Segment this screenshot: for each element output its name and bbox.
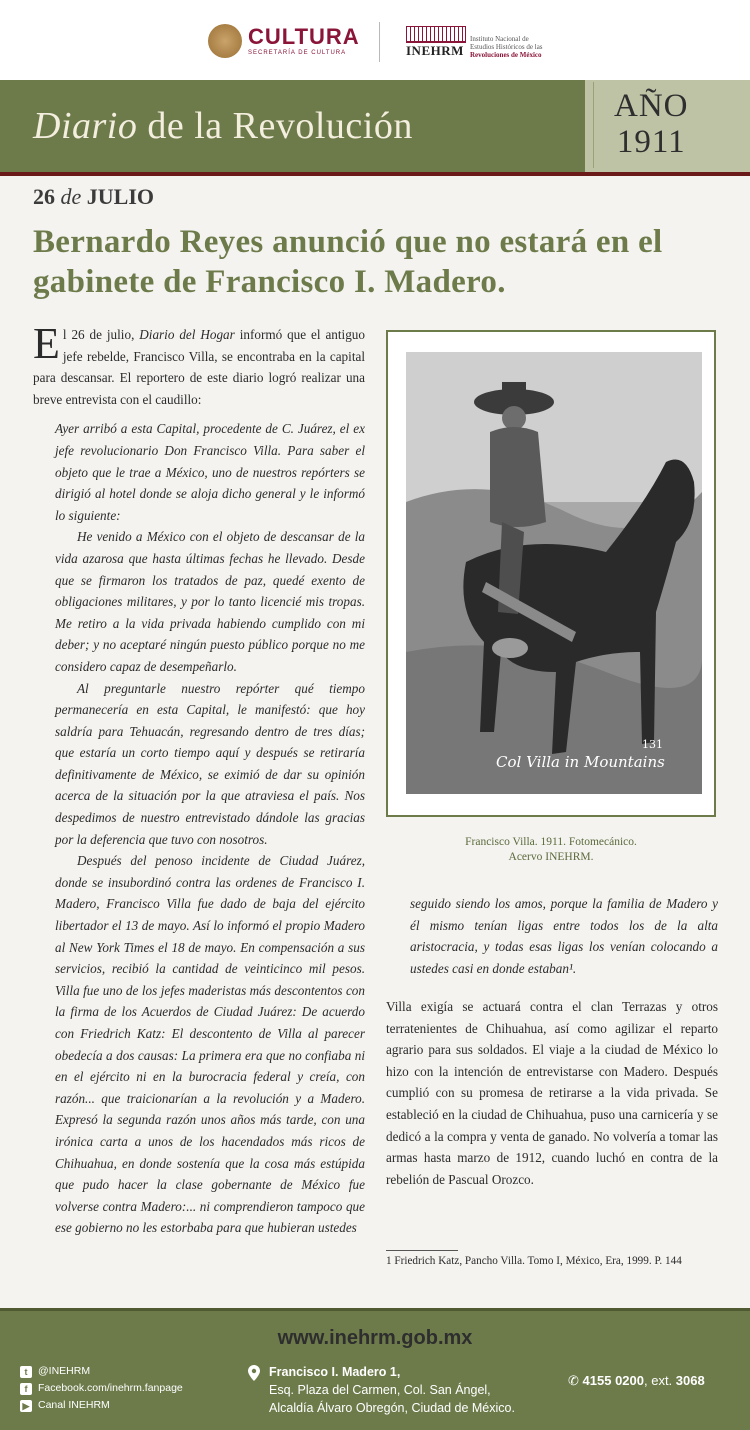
social-links	[20, 1363, 183, 1414]
right-body-text: Villa exigía se actuará contra el clan Terrazas y otros terratenientes de Chihuahua, así como agilizar el reparto agrario para sus soldados. El viaje a la ciudad de México lo hizo con la intención de entrevistarse con Madero. Después cumplió con su promesa de retirarse a la vida privada. Se estableció en la ciudad de Chihuahua, puso una carnicería y se dedicó a la compra y venta de ganado. No volvería a tomar las armas hasta marzo de 1912, cuando luchó en contra de la rebelión de Pascual Orozco.	[386, 999, 718, 1187]
website-link[interactable]: www.inehrm.gob.mx	[277, 1327, 473, 1349]
quote-paragraph: He venido a México con el objeto de descansar de la vida azarosa que hasta últimas fechas he llevado. Desde que se firmaron los tratados de paz, quedé exento de obligaciones militares, y por lo tanto licencié mis tropas. Me retiro a la vida privada habiendo cumplido con mi deber; y no aceptaré ningún puesto público porque no me considero capaz de desempeñarlo.	[55, 529, 365, 674]
banner-underline	[0, 172, 750, 176]
youtube-link[interactable]: ▶ Canal INEHRM	[20, 1397, 183, 1414]
cultura-subtitle: SECRETARÍA DE CULTURA	[248, 50, 347, 56]
twitter-link[interactable]: t @INEHRM	[20, 1363, 183, 1380]
phone-icon: ✆	[568, 1373, 579, 1388]
footer	[0, 1308, 750, 1430]
address-block: Francisco I. Madero 1, Esq. Plaza del Carmen, Col. San Ángel, Alcaldía Álvaro Obregón, Ciudad de México.	[248, 1363, 515, 1417]
cultura-logo[interactable]	[208, 24, 360, 58]
year-box	[585, 80, 750, 172]
top-header	[0, 0, 750, 80]
drop-cap: E	[33, 319, 60, 368]
youtube-icon: ▶	[20, 1400, 32, 1412]
intro-paragraph: El 26 de julio, Diario del Hogar informó que el antiguo jefe rebelde, Francisco Villa, se encontraba en la capital para descansar. El reportero de este diario logró realizar una breve entrevista con el caudillo:	[33, 319, 365, 407]
quote-paragraph: Ayer arribó a esta Capital, procedente de C. Juárez, el ex jefe revolucionario Don Francisco Villa. Para saber el objeto que le trae a México, uno de nuestros repórters se dirigió al hotel donde se aloja dicho general y le informó lo siguiente:	[55, 421, 365, 523]
quote-paragraph: Después del penoso incidente de Ciudad Juárez, donde se insubordinó contra las ordenes de Francisco I. Madero, Francisco Villa fue dado de baja del ejército libertador el 13 de mayo. Así lo informó el propio Madero al New York Times el 18 de mayo. En compensación a sus servicios, recibió la cantidad de veinticinco mil pesos. Villa fue uno de los jefes maderistas más descontentos con la firma de los Acuerdos de Ciudad Juárez: De acuerdo con Friedrich Katz: El descontento de Villa al parecer obedecía a dos causas: La primera era que no confiaba ni en el ejército ni en la burocracia federal y creía, con razón... que traicionarían a la revolución y a Madero. Expresó la segunda razón unos años más tarde, con una irónica carta a unos de los hacendados más ricos de Chihuahua, en donde sostenía que la cosa más estúpida que pudo hacer la clase gobernante de México fue volverse contra Madero:... ni comprendieron tampoco que ese gobierno no les estorbaba para que hubieran ustedes	[55, 853, 365, 1236]
photo-frame	[386, 330, 716, 817]
facebook-icon: f	[20, 1383, 32, 1395]
logo-divider	[379, 22, 380, 62]
photo-caption: Francisco Villa. 1911. Fotomecánico. Acervo INEHRM.	[465, 836, 637, 863]
article-date: 26 de JULIO	[33, 184, 155, 209]
headline: Bernardo Reyes anunció que no estará en el gabinete de Francisco I. Madero.	[33, 224, 663, 300]
inehrm-logo[interactable]	[406, 26, 602, 59]
cultura-name: CULTURA	[248, 24, 360, 49]
building-icon	[406, 26, 466, 41]
phone-contact[interactable]: ✆ 4155 0200, ext. 3068	[568, 1373, 705, 1388]
facebook-link[interactable]: f Facebook.com/inehrm.fanpage	[20, 1380, 183, 1397]
year-value: 1911	[616, 124, 686, 160]
footnote-rule	[386, 1250, 458, 1251]
national-seal-icon	[208, 24, 242, 58]
location-pin-icon	[248, 1365, 260, 1381]
year-label: AÑO	[614, 88, 689, 124]
quote-continuation: seguido siendo los amos, porque la familia de Madero y él mismo tenían ligas entre todos los de la alta aristocracia, y todas esas ligas los venían colocando a ustedes casi en donde estaban¹.	[410, 896, 718, 976]
villa-photo[interactable]	[406, 352, 702, 794]
twitter-icon: t	[20, 1366, 32, 1378]
quote-paragraph: Al preguntarle nuestro repórter qué tiempo permanecería en esta Capital, le manifestó: que hoy saldría para Tehuacán, regresando dentro de tres días; que estaría un corto tiempo aquí y después se retiraría definitivamente de México, se eximió de dar su opinión acerca de la situación por la que atraviesa el país. Nos despedimos de nuestro entrevistado dándole las gracias por la deferencia que tuvo con nosotros.	[55, 680, 365, 847]
inehrm-name: INEHRM	[406, 41, 466, 59]
left-column	[33, 319, 365, 1239]
photo-number: 131	[642, 738, 663, 751]
footnote: 1 Friedrich Katz, Pancho Villa. Tomo I, México, Era, 1999. P. 144	[386, 1255, 682, 1267]
publication-title: Diario de la Revolución	[33, 105, 413, 147]
inehrm-description: Instituto Nacional de Estudios Históricos de las Revoluciones de México	[470, 35, 543, 59]
photo-inscription: Col Villa in Mountains	[496, 753, 665, 771]
